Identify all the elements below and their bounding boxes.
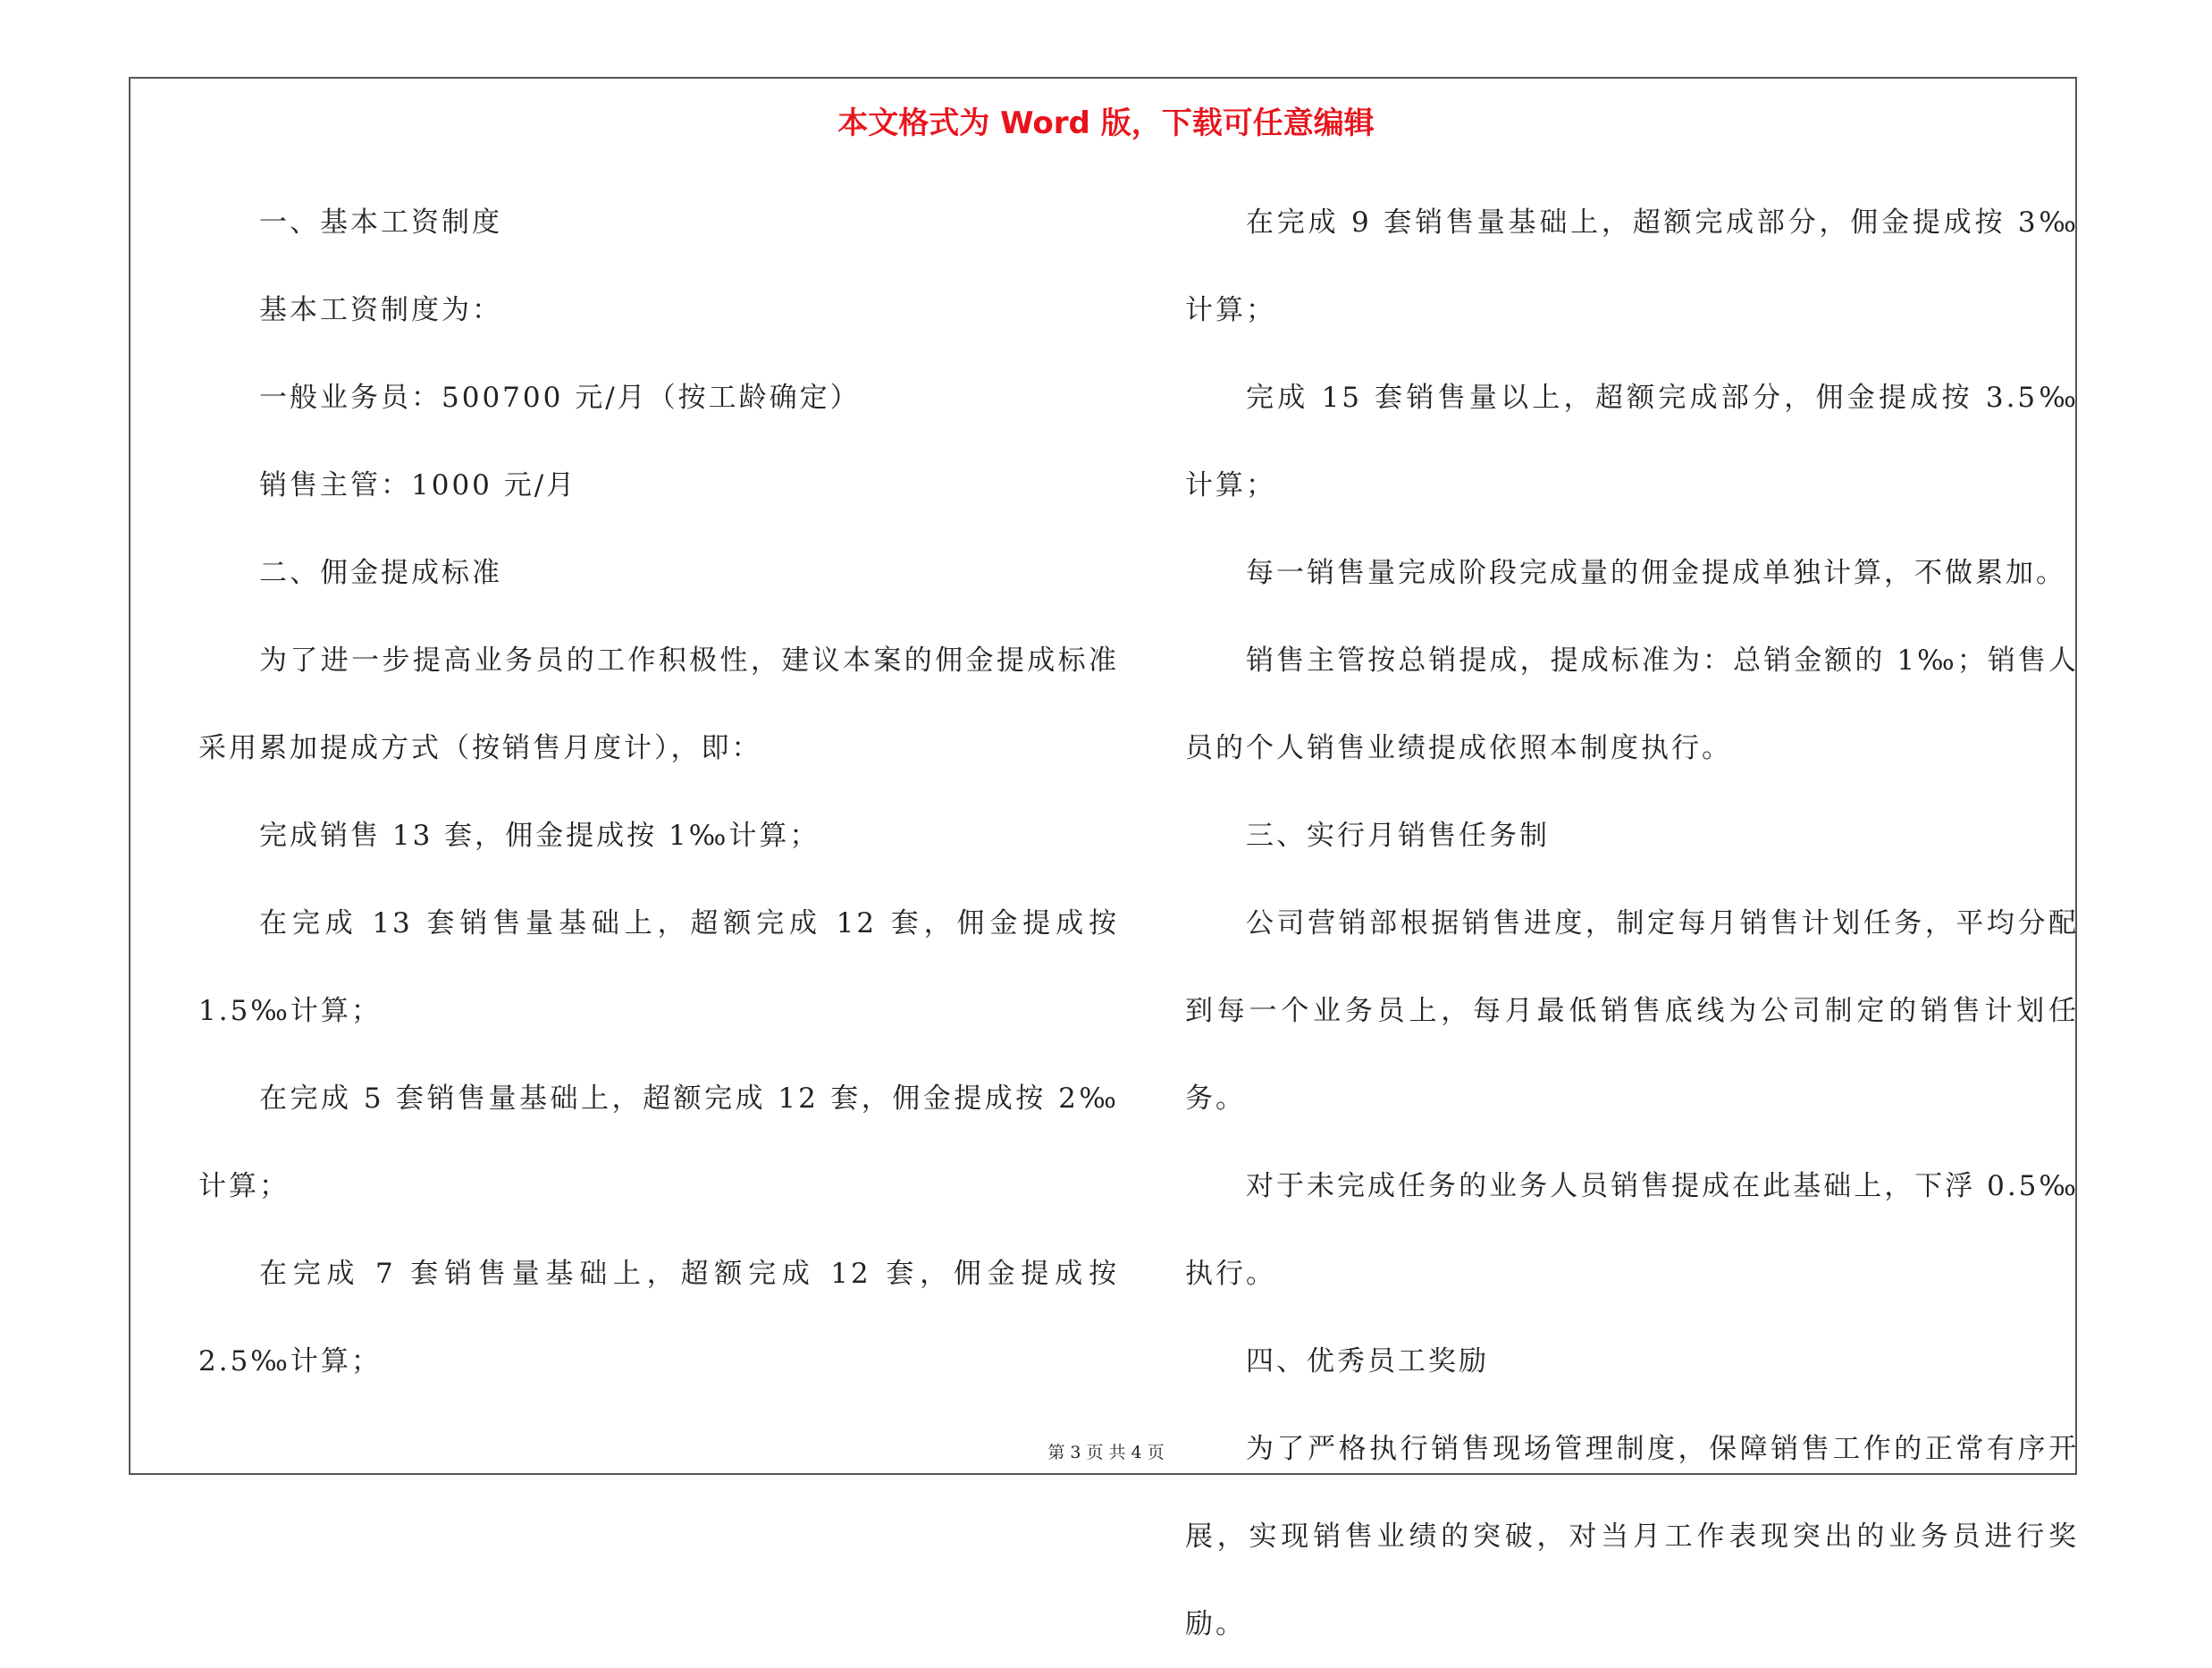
paragraph: 二、佣金提成标准 — [259, 557, 502, 589]
format-banner: 本文格式为 Word 版，下载可任意编辑 — [837, 105, 1375, 141]
paragraph: 在完成 5 套销售量基础上，超额完成 12 套，佣金提成按 2‰计算； — [198, 1083, 1119, 1202]
paragraph: 三、实行月销售任务制 — [1246, 820, 1550, 852]
paragraph: 一般业务员：500700 元/月（按工龄确定） — [259, 382, 861, 414]
page-footer: 第 3 页 共 4 页 — [1047, 1443, 1165, 1462]
paragraph: 每一销售量完成阶段完成量的佣金提成单独计算，不做累加。 — [1246, 557, 2066, 589]
paragraph: 对于未完成任务的业务人员销售提成在此基础上，下浮 0.5‰执行。 — [1185, 1170, 2079, 1290]
paragraph: 基本工资制度为： — [259, 294, 502, 326]
paragraph: 公司营销部根据销售进度，制定每月销售计划任务，平均分配到每一个业务员上，每月最低销售底线为公司制定的销售计划任务。 — [1185, 907, 2079, 1115]
left-column — [198, 179, 1119, 1405]
paragraph: 销售主管：1000 元/月 — [259, 469, 577, 501]
paragraph: 完成 15 套销售量以上，超额完成部分，佣金提成按 3.5‰计算； — [1185, 382, 2079, 501]
paragraph: 为了严格执行销售现场管理制度，保障销售工作的正常有序开展，实现销售业绩的突破，对当月工作表现突出的业务员进行奖励。 — [1185, 1433, 2079, 1640]
paragraph: 在完成 13 套销售量基础上，超额完成 12 套，佣金提成按 1.5‰计算； — [198, 907, 1119, 1027]
paragraph: 一、基本工资制度 — [259, 206, 502, 239]
paragraph: 为了进一步提高业务员的工作积极性，建议本案的佣金提成标准采用累加提成方式（按销售月度计），即： — [198, 644, 1119, 764]
paragraph: 销售主管按总销提成，提成标准为：总销金额的 1‰；销售人员的个人销售业绩提成依照本制度执行。 — [1185, 644, 2079, 764]
paragraph: 在完成 9 套销售量基础上，超额完成部分，佣金提成按 3‰计算； — [1185, 206, 2079, 326]
paragraph: 在完成 7 套销售量基础上，超额完成 12 套，佣金提成按 2.5‰计算； — [198, 1258, 1119, 1377]
paragraph: 四、优秀员工奖励 — [1246, 1345, 1489, 1377]
paragraph: 完成销售 13 套，佣金提成按 1‰计算； — [259, 820, 820, 852]
